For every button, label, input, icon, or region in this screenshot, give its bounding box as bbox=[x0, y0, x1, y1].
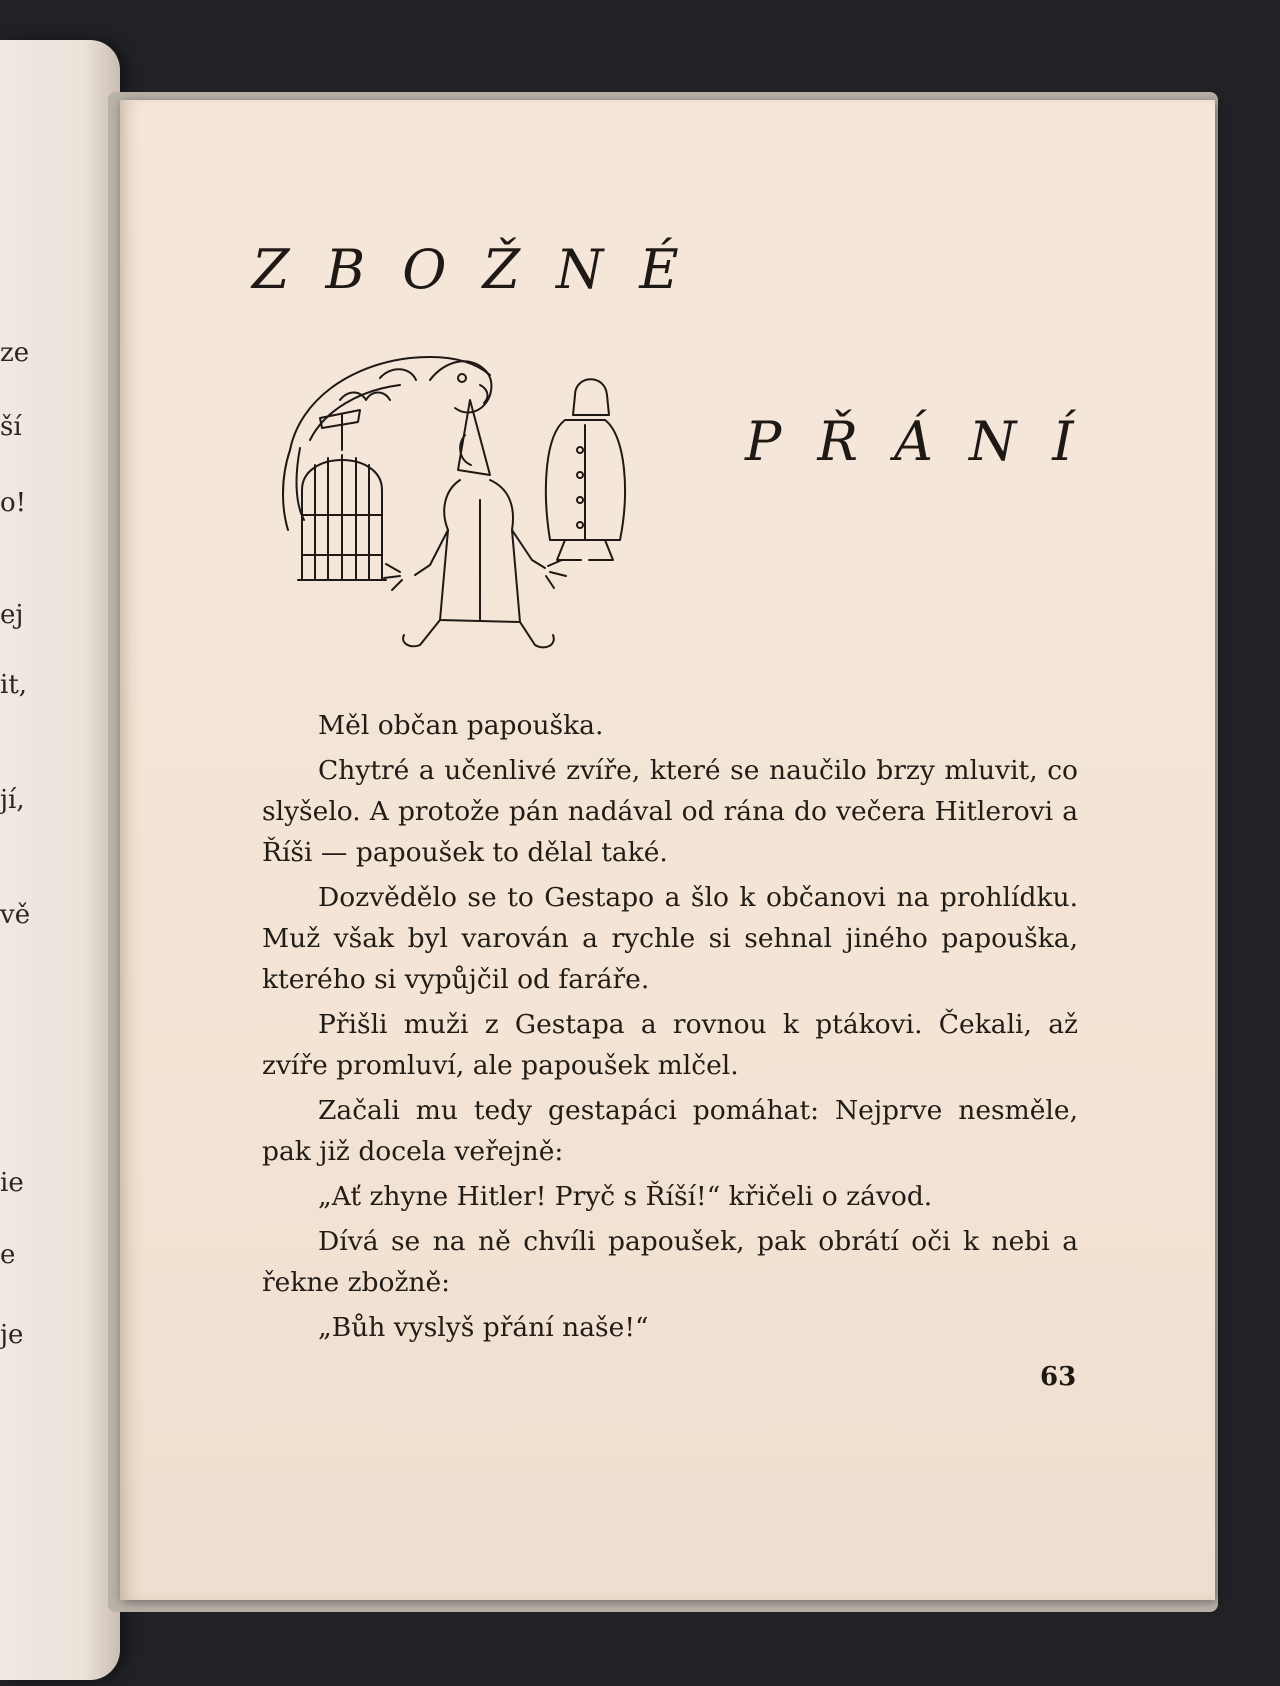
paragraph: Dívá se na ně chvíli papoušek, pak obrátí oči k nebi a řekne zbožně: bbox=[262, 1226, 1078, 1298]
title-line-1: ZBOŽNÉ bbox=[252, 238, 715, 301]
left-page-fragment: it, bbox=[0, 670, 28, 700]
paragraph: Přišli muži z Gestapa a rovnou k ptákovi. Čekali, až zvíře promluví, ale papoušek mlčel. bbox=[262, 1009, 1078, 1081]
story-text bbox=[262, 705, 1078, 1352]
paragraph: Chytré a učenlivé zvíře, které se naučilo brzy mluvit, co slyšelo. A protože pán nadával od rána do večera Hitlerovi a Říši — papoušek to dělal také. bbox=[262, 755, 1078, 868]
left-page bbox=[0, 40, 120, 1680]
left-page-fragment: ší bbox=[0, 412, 22, 442]
paragraph: Dozvědělo se to Gestapo a šlo k občanovi na prohlídku. Muž však byl varován a rychle si sehnal jiného papouška, kterého si vypůjčil od faráře. bbox=[262, 882, 1078, 995]
left-page-fragment: vě bbox=[0, 900, 30, 930]
title-line-2: PŘÁNÍ bbox=[745, 410, 1110, 473]
parrot-cage-illustration bbox=[280, 340, 660, 670]
left-page-fragment: jí, bbox=[0, 785, 25, 815]
paragraph: „Bůh vyslyš přání naše!“ bbox=[318, 1312, 649, 1343]
left-page-fragment: je bbox=[0, 1320, 24, 1350]
left-page-fragment: e bbox=[0, 1240, 16, 1270]
left-page-fragment: ej bbox=[0, 600, 24, 630]
left-page-fragment: o! bbox=[0, 488, 27, 518]
left-page-fragment: ie bbox=[0, 1168, 24, 1198]
left-page-fragment: ze bbox=[0, 338, 30, 368]
paragraph: Měl občan papouška. bbox=[318, 710, 604, 741]
paragraph: „Ať zhyne Hitler! Pryč s Říší!“ křičeli o závod. bbox=[318, 1181, 933, 1212]
paragraph: Začali mu tedy gestapáci pomáhat: Nejprve nesměle, pak již docela veřejně: bbox=[262, 1095, 1078, 1167]
page-number: 63 bbox=[1040, 1362, 1077, 1392]
